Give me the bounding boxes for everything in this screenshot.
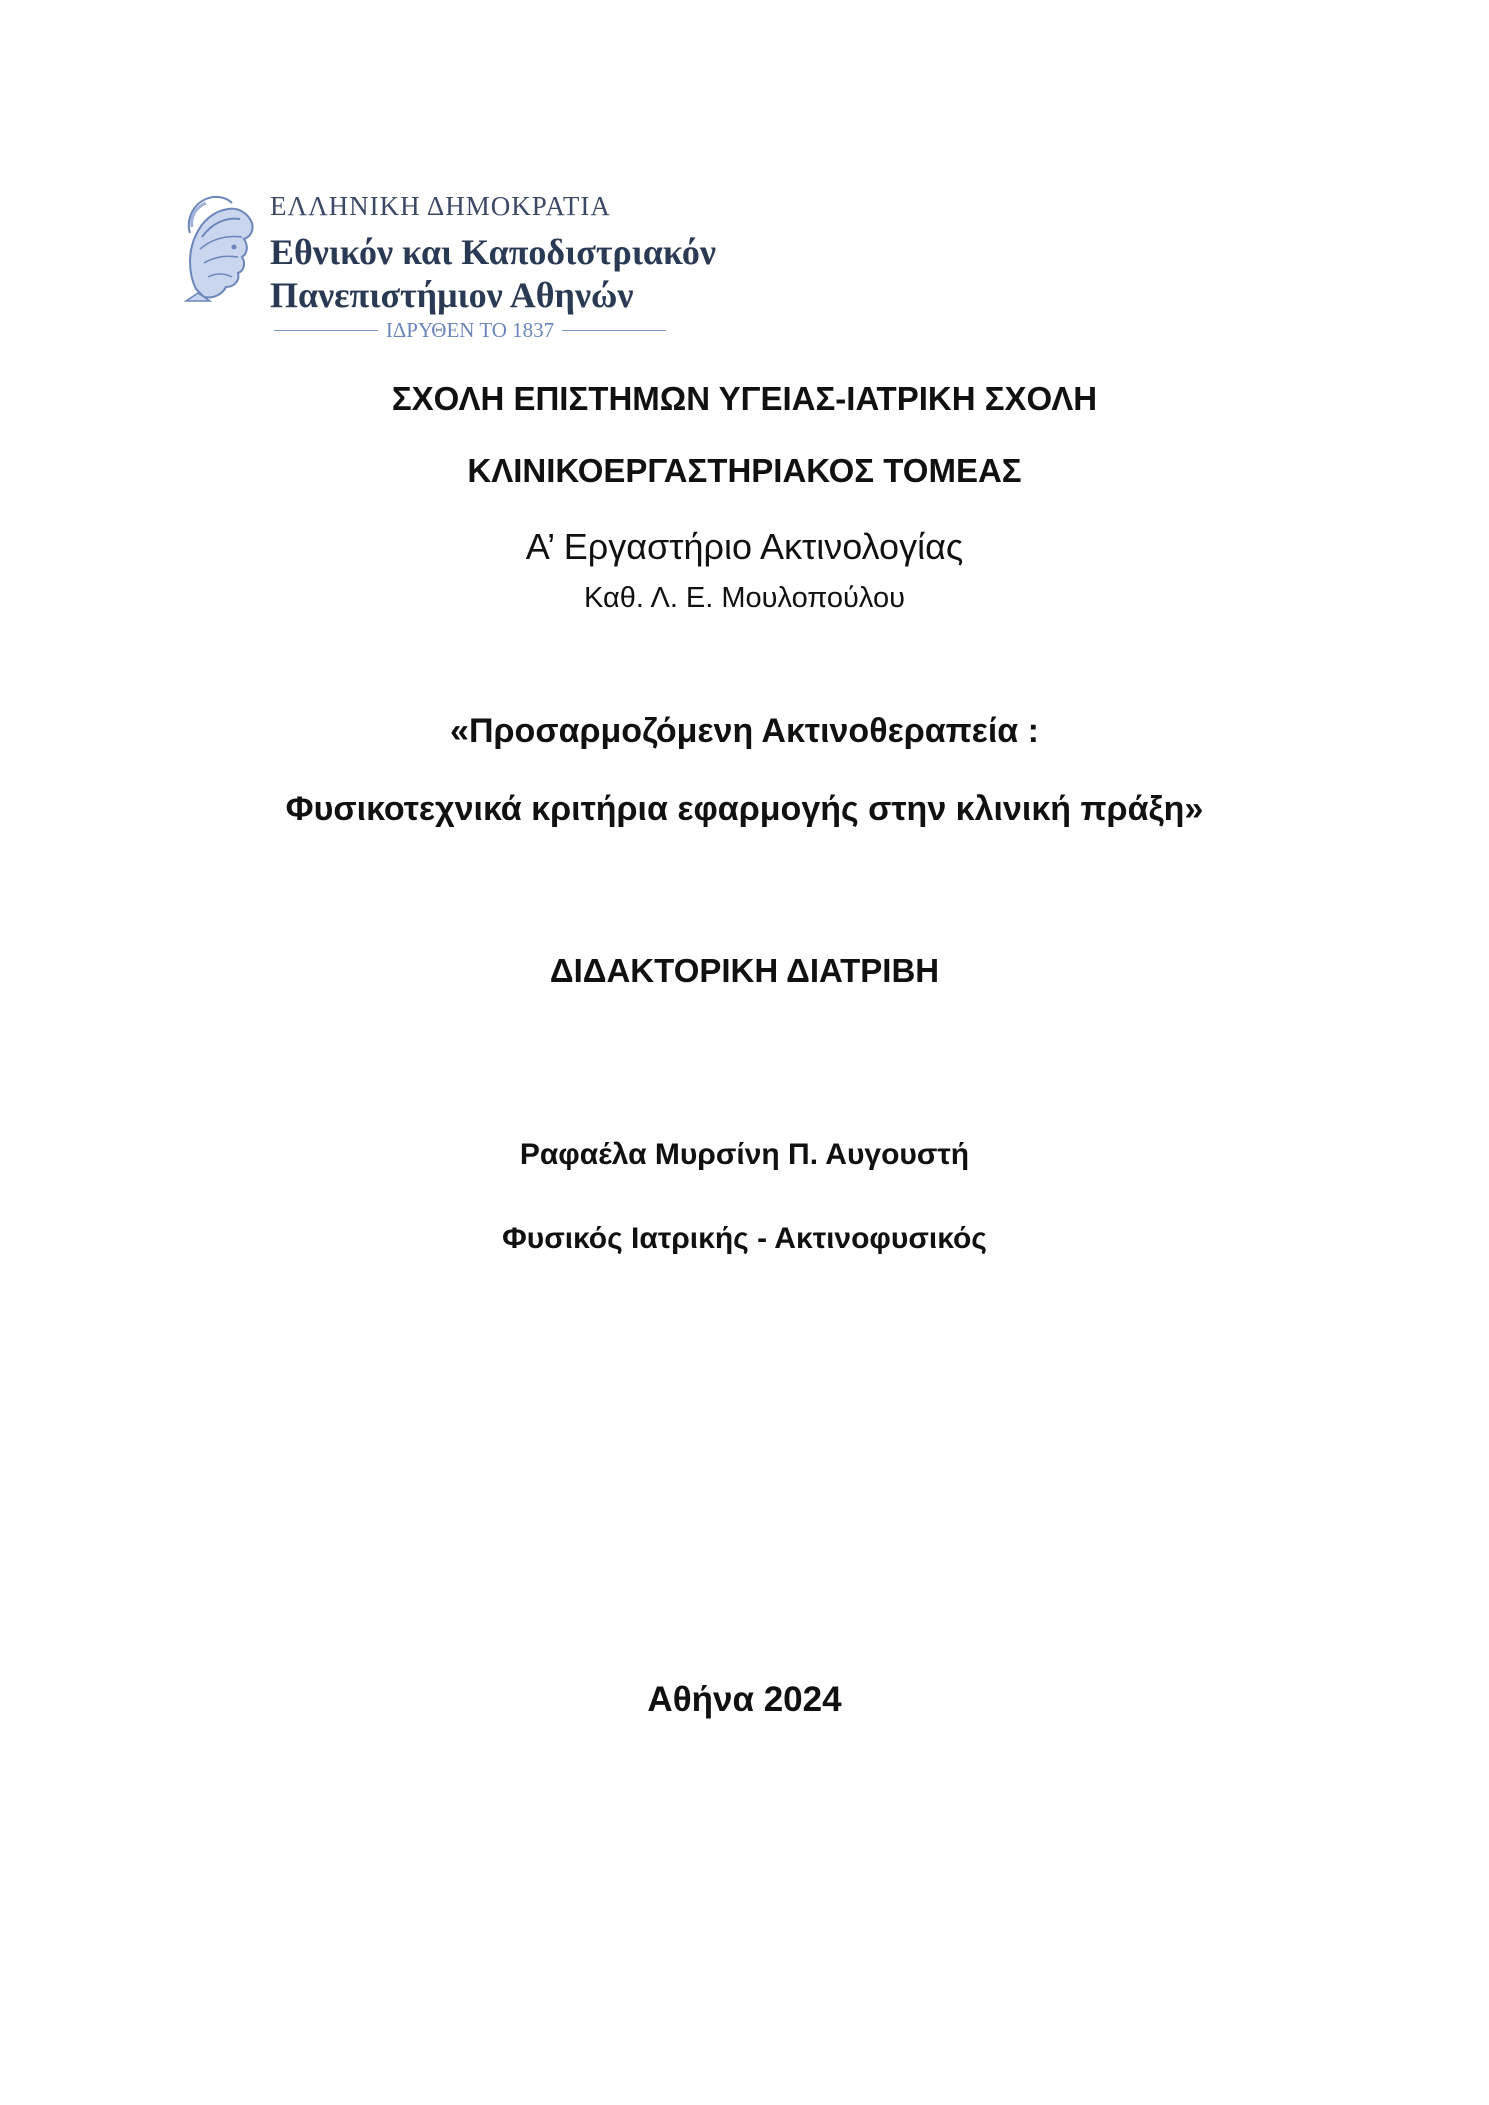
laboratory-name: Α’ Εργαστήριο Ακτινολογίας — [525, 526, 964, 567]
logo-university-name-line2: Πανεπιστήμιον Αθηνών — [270, 275, 634, 315]
place-and-year: Αθήνα 2024 — [647, 1680, 842, 1719]
thesis-title-line2: Φυσικοτεχνικά κριτήρια εφαρμογής στην κλινική πράξη» — [285, 790, 1204, 828]
athena-head-emblem-icon — [182, 193, 260, 305]
sector-heading: ΚΛΙΝΙΚΟΕΡΓΑΣΤΗΡΙΑΚΟΣ ΤΟΜΕΑΣ — [467, 452, 1022, 489]
logo-university-name-line1: Εθνικόν και Καποδιστριακόν — [270, 232, 716, 272]
logo-founded-row — [274, 315, 666, 345]
author-role: Φυσικός Ιατρικής - Ακτινοφυσικός — [502, 1222, 987, 1255]
thesis-title-line1: «Προσαρμοζόμενη Ακτινοθεραπεία : — [450, 712, 1039, 750]
logo-divider-right — [562, 330, 666, 331]
author-name: Ραφαέλα Μυρσίνη Π. Αυγουστή — [519, 1138, 970, 1171]
school-heading: ΣΧΟΛΗ ΕΠΙΣΤΗΜΩΝ ΥΓΕΙΑΣ-ΙΑΤΡΙΚΗ ΣΧΟΛΗ — [391, 380, 1098, 417]
professor-name: Καθ. Λ. Ε. Μουλοπούλου — [584, 582, 905, 614]
logo-divider-left — [274, 330, 378, 331]
university-logo — [182, 185, 782, 345]
logo-founded-text: ΙΔΡΥΘΕΝ ΤΟ 1837 — [385, 317, 555, 342]
document-type: ΔΙΔΑΚΤΟΡΙΚΗ ΔΙΑΤΡΙΒΗ — [549, 952, 940, 989]
logo-republic-text: ΕΛΛΗΝΙΚΗ ΔΗΜΟΚΡΑΤΙΑ — [270, 191, 611, 221]
